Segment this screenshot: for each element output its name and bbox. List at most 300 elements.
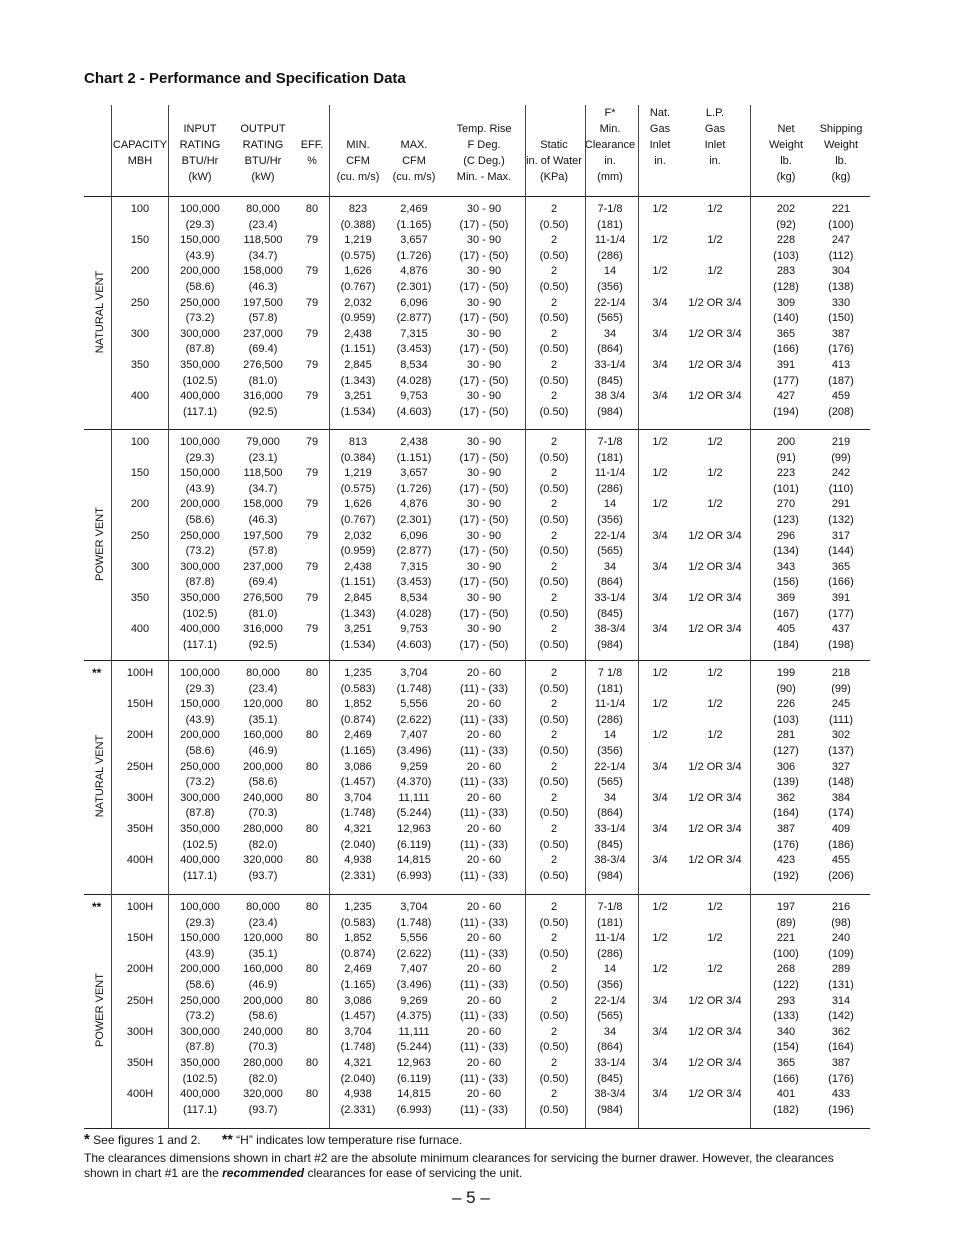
cell-value: 160,000 xyxy=(243,963,283,976)
cell-metric-value: (23.4) xyxy=(248,218,278,231)
cell-value: 400,000 xyxy=(180,623,220,636)
cell-metric-value: (286) xyxy=(597,249,623,262)
cell-metric-value: (4.028) xyxy=(396,607,432,620)
cell-metric-value: (89) xyxy=(776,916,796,929)
cell-value: 30 - 90 xyxy=(466,623,502,636)
cell-value: 200H xyxy=(126,729,154,742)
footnote-clearance-line-1: The clearances dimensions shown in chart #2 are the absolute minimum clearances for servicing the burner drawer. However, the clearances xyxy=(84,1151,834,1165)
cell-value: 100H xyxy=(126,901,154,913)
cell-value: 437 xyxy=(831,623,851,636)
cell-metric-value: (150) xyxy=(828,312,854,325)
cell-metric-value: (11) - (33) xyxy=(459,807,509,820)
cell-value: 79 xyxy=(305,234,319,247)
cell-value: 330 xyxy=(831,296,851,309)
cell-metric-value: (181) xyxy=(597,916,623,929)
cell-value: 100 xyxy=(130,436,150,448)
cell-metric-value: (17) - (50) xyxy=(459,513,509,526)
cell-value: 3,704 xyxy=(344,1025,372,1038)
cell-metric-value: (58.6) xyxy=(185,978,215,991)
cell-metric-value: (164) xyxy=(773,807,799,820)
cell-value: 2,438 xyxy=(400,436,428,448)
cell-metric-value: (1.748) xyxy=(340,1041,376,1054)
cell-value: 100,000 xyxy=(180,203,220,215)
cell-shipping-weight xyxy=(796,327,886,358)
cell-value: 1,852 xyxy=(344,932,372,945)
cell-value: 350,000 xyxy=(180,823,220,835)
cell-metric-value: (1.165) xyxy=(396,218,432,231)
cell-shipping-weight xyxy=(796,233,886,264)
section-rule xyxy=(84,429,870,430)
cell-value: 79 xyxy=(305,327,319,340)
cell-metric-value: (17) - (50) xyxy=(459,451,509,464)
cell-value: 33-1/4 xyxy=(594,359,626,371)
cell-value: 160,000 xyxy=(243,729,283,742)
cell-value: 38-3/4 xyxy=(594,623,626,636)
cell-metric-value: (5.244) xyxy=(396,807,432,820)
cell-metric-value: (1.457) xyxy=(340,1010,376,1023)
cell-metric-value: (0.50) xyxy=(539,916,569,929)
header-line: Clearance xyxy=(584,139,636,151)
cell-value: 365 xyxy=(831,560,851,573)
cell-value: 2 xyxy=(550,234,558,247)
cell-value: 1/2 OR 3/4 xyxy=(688,1025,742,1038)
cell-value: 291 xyxy=(831,498,851,511)
header-line: Min. xyxy=(599,123,621,135)
cell-value: 2 xyxy=(550,296,558,309)
header-line: MIN. xyxy=(346,139,370,151)
cell-value: 409 xyxy=(831,823,851,835)
cell-value: 11-1/4 xyxy=(594,698,626,711)
cell-value: 1/2 xyxy=(707,203,723,215)
cell-value: 309 xyxy=(776,296,796,309)
cell-metric-value: (17) - (50) xyxy=(459,607,509,620)
cell-value: 80,000 xyxy=(246,667,280,679)
cell-metric-value: (565) xyxy=(597,776,623,789)
header-line: Nat. xyxy=(649,107,671,119)
cell-value: 80,000 xyxy=(246,203,280,215)
cell-value: 7 1/8 xyxy=(597,667,623,679)
cell-value: 400,000 xyxy=(180,854,220,867)
cell-value: 247 xyxy=(831,234,851,247)
page-number: – 5 – xyxy=(452,1188,490,1207)
cell-value: 150,000 xyxy=(180,698,220,711)
cell-metric-value: (73.2) xyxy=(185,776,215,789)
cell-value: 300,000 xyxy=(180,560,220,573)
cell-value: 79 xyxy=(305,623,319,636)
cell-value: 150H xyxy=(126,932,154,945)
cell-value: 100,000 xyxy=(180,436,220,448)
cell-value: 3,704 xyxy=(344,791,372,804)
cell-value: 4,938 xyxy=(344,1088,372,1101)
cell-value: 7,407 xyxy=(400,963,428,976)
cell-value: 1/2 OR 3/4 xyxy=(688,1057,742,1069)
cell-value: 2 xyxy=(550,963,558,976)
cell-metric-value: (177) xyxy=(828,607,854,620)
cell-metric-value: (127) xyxy=(773,744,799,757)
cell-value: 296 xyxy=(776,529,796,542)
cell-value: 12,963 xyxy=(397,1057,431,1069)
cell-value: 300 xyxy=(130,560,150,573)
cell-value: 100H xyxy=(126,667,154,679)
cell-value: 365 xyxy=(776,1057,796,1069)
cell-shipping-weight xyxy=(796,264,886,295)
cell-metric-value: (0.50) xyxy=(539,1072,569,1085)
cell-metric-value: (0.50) xyxy=(539,869,569,882)
cell-value: 1/2 OR 3/4 xyxy=(688,854,742,867)
cell-metric-value: (57.8) xyxy=(248,545,278,558)
cell-value: 11,111 xyxy=(398,791,430,804)
cell-value: 3/4 xyxy=(652,592,668,604)
cell-value: 7,407 xyxy=(400,729,428,742)
cell-metric-value: (0.50) xyxy=(539,713,569,726)
cell-metric-value: (99) xyxy=(831,682,851,695)
cell-value: 350H xyxy=(126,823,154,835)
cell-metric-value: (845) xyxy=(597,838,623,851)
cell-metric-value: (0.575) xyxy=(340,249,376,262)
cell-value: 200,000 xyxy=(180,729,220,742)
cell-value: 1/2 OR 3/4 xyxy=(688,823,742,835)
cell-value: 3,251 xyxy=(344,623,372,636)
cell-metric-value: (984) xyxy=(597,638,623,651)
header-line: (kW) xyxy=(188,171,212,183)
cell-value: 38-3/4 xyxy=(594,1088,626,1101)
cell-shipping-weight xyxy=(796,466,886,497)
cell-metric-value: (87.8) xyxy=(185,1041,215,1054)
cell-value: 150,000 xyxy=(180,932,220,945)
cell-value: 11-1/4 xyxy=(594,467,626,480)
cell-value: 317 xyxy=(831,529,851,542)
cell-value: 200H xyxy=(126,963,154,976)
cell-value: 423 xyxy=(776,854,796,867)
cell-shipping-weight xyxy=(796,697,886,728)
cell-metric-value: (186) xyxy=(828,838,854,851)
cell-value: 2 xyxy=(550,1057,558,1069)
cell-metric-value: (17) - (50) xyxy=(459,343,509,356)
cell-metric-value: (164) xyxy=(828,1041,854,1054)
cell-metric-value: (11) - (33) xyxy=(459,947,509,960)
footnote-text-1: See figures 1 and 2. xyxy=(89,1133,201,1147)
cell-value: 1/2 xyxy=(707,467,723,480)
cell-value: 200,000 xyxy=(180,265,220,278)
cell-metric-value: (46.3) xyxy=(248,280,278,293)
cell-value: 1/2 xyxy=(652,436,668,448)
cell-value: 300H xyxy=(126,1025,154,1038)
cell-value: 197 xyxy=(776,901,796,913)
cell-shipping-weight xyxy=(796,358,886,389)
cell-value: 1,626 xyxy=(344,265,372,278)
cell-metric-value: (17) - (50) xyxy=(459,545,509,558)
cell-value: 2 xyxy=(550,467,558,480)
cell-value: 1/2 xyxy=(652,498,668,511)
header-line: RATING xyxy=(179,139,221,151)
cell-value: 2 xyxy=(550,1025,558,1038)
header-line: CFM xyxy=(402,155,426,167)
section-mark: ** xyxy=(92,900,102,914)
cell-value: 3/4 xyxy=(652,1057,668,1069)
cell-value: 245 xyxy=(831,698,851,711)
cell-metric-value: (128) xyxy=(773,280,799,293)
cell-metric-value: (2.877) xyxy=(396,545,432,558)
cell-metric-value: (137) xyxy=(828,744,854,757)
cell-metric-value: (46.3) xyxy=(248,513,278,526)
cell-metric-value: (1.748) xyxy=(340,807,376,820)
cell-metric-value: (6.993) xyxy=(396,1103,432,1116)
cell-shipping-weight xyxy=(796,822,886,853)
cell-metric-value: (1.534) xyxy=(340,638,376,651)
cell-value: 79 xyxy=(305,560,319,573)
cell-value: 7-1/8 xyxy=(597,901,623,913)
cell-value: 1/2 xyxy=(652,932,668,945)
cell-value: 3/4 xyxy=(652,560,668,573)
cell-value: 1/2 OR 3/4 xyxy=(688,359,742,371)
cell-metric-value: (11) - (33) xyxy=(459,682,509,695)
cell-metric-value: (101) xyxy=(773,482,799,495)
cell-value: 2 xyxy=(550,390,558,403)
cell-value: 12,963 xyxy=(397,823,431,835)
cell-metric-value: (0.50) xyxy=(539,744,569,757)
cell-metric-value: (46.9) xyxy=(248,744,278,757)
cell-value: 2 xyxy=(550,592,558,604)
cell-value: 250 xyxy=(130,296,150,309)
cell-value: 280,000 xyxy=(243,1057,283,1069)
cell-value: 100 xyxy=(130,203,150,215)
cell-value: 34 xyxy=(603,791,617,804)
cell-value: 80 xyxy=(305,963,319,976)
footnote-clearance-line-2 xyxy=(84,1166,522,1181)
cell-shipping-weight xyxy=(796,760,886,791)
cell-value: 2,032 xyxy=(344,529,372,542)
cell-value: 80 xyxy=(305,203,319,215)
cell-metric-value: (181) xyxy=(597,218,623,231)
cell-value: 1/2 xyxy=(707,963,723,976)
cell-value: 150,000 xyxy=(180,467,220,480)
cell-value: 314 xyxy=(831,994,851,1007)
cell-metric-value: (1.343) xyxy=(340,607,376,620)
cell-metric-value: (70.3) xyxy=(248,1041,278,1054)
footnote-star: * xyxy=(84,1131,90,1148)
cell-metric-value: (3.453) xyxy=(396,343,432,356)
cell-metric-value: (4.375) xyxy=(396,1010,432,1023)
cell-value: 228 xyxy=(776,234,796,247)
cell-metric-value: (112) xyxy=(828,249,854,262)
cell-value: 1/2 xyxy=(652,963,668,976)
cell-value: 9,259 xyxy=(400,760,428,773)
header-line: MAX. xyxy=(400,139,428,151)
cell-shipping-weight xyxy=(796,202,886,233)
cell-value: 306 xyxy=(776,760,796,773)
cell-metric-value: (58.6) xyxy=(248,1010,278,1023)
cell-metric-value: (864) xyxy=(597,343,623,356)
cell-value: 237,000 xyxy=(243,560,283,573)
cell-value: 1/2 OR 3/4 xyxy=(688,529,742,542)
cell-metric-value: (35.1) xyxy=(248,947,278,960)
cell-metric-value: (111) xyxy=(828,713,854,726)
cell-metric-value: (176) xyxy=(828,343,854,356)
cell-value: 3/4 xyxy=(652,296,668,309)
cell-metric-value: (1.151) xyxy=(340,576,376,589)
cell-value: 276,500 xyxy=(243,592,283,604)
cell-metric-value: (198) xyxy=(828,638,854,651)
cell-value: 2 xyxy=(550,823,558,835)
cell-metric-value: (100) xyxy=(773,947,799,960)
cell-metric-value: (845) xyxy=(597,607,623,620)
cell-metric-value: (11) - (33) xyxy=(459,713,509,726)
cell-value: 350,000 xyxy=(180,359,220,371)
cell-metric-value: (6.119) xyxy=(396,838,432,851)
column-header-shipping-weight xyxy=(796,105,886,185)
cell-value: 14 xyxy=(603,963,617,976)
header-line: (kg) xyxy=(831,171,851,183)
cell-value: 79 xyxy=(305,498,319,511)
cell-value: 80 xyxy=(305,901,319,913)
cell-metric-value: (1.726) xyxy=(396,482,432,495)
header-line: Temp. Rise xyxy=(456,123,512,135)
cell-metric-value: (117.1) xyxy=(182,1103,218,1116)
cell-value: 34 xyxy=(603,1025,617,1038)
cell-shipping-weight xyxy=(796,389,886,420)
cell-metric-value: (34.7) xyxy=(248,249,278,262)
cell-value: 9,269 xyxy=(400,994,428,1007)
header-line: BTU/Hr xyxy=(181,155,219,167)
cell-value: 281 xyxy=(776,729,796,742)
cell-metric-value: (156) xyxy=(773,576,799,589)
cell-value: 200 xyxy=(130,265,150,278)
cell-value: 300H xyxy=(126,791,154,804)
cell-metric-value: (3.496) xyxy=(396,978,432,991)
cell-value: 5,556 xyxy=(400,932,428,945)
cell-metric-value: (98) xyxy=(831,916,851,929)
cell-value: 20 - 60 xyxy=(466,823,502,835)
cell-value: 20 - 60 xyxy=(466,994,502,1007)
cell-metric-value: (102.5) xyxy=(182,374,218,387)
cell-shipping-weight xyxy=(796,666,886,697)
cell-value: 20 - 60 xyxy=(466,760,502,773)
cell-value: 14,815 xyxy=(397,1088,431,1101)
header-line: (KPa) xyxy=(539,171,569,183)
header-line: (kg) xyxy=(776,171,796,183)
cell-value: 2 xyxy=(550,529,558,542)
cell-value: 33-1/4 xyxy=(594,823,626,835)
cell-value: 30 - 90 xyxy=(466,390,502,403)
cell-value: 2,469 xyxy=(400,203,428,215)
cell-value: 30 - 90 xyxy=(466,234,502,247)
cell-value: 4,876 xyxy=(400,498,428,511)
header-line: (mm) xyxy=(597,171,623,183)
cell-value: 1,219 xyxy=(344,467,372,480)
cell-value: 3,086 xyxy=(344,760,372,773)
cell-value: 2 xyxy=(550,760,558,773)
cell-shipping-weight xyxy=(796,529,886,560)
header-line: lb. xyxy=(835,155,847,167)
cell-metric-value: (58.6) xyxy=(185,513,215,526)
cell-value: 22-1/4 xyxy=(594,760,626,773)
cell-metric-value: (90) xyxy=(776,682,796,695)
cell-shipping-weight xyxy=(796,962,886,993)
cell-metric-value: (35.1) xyxy=(248,713,278,726)
cell-value: 369 xyxy=(776,592,796,604)
cell-metric-value: (181) xyxy=(597,682,623,695)
cell-metric-value: (1.534) xyxy=(340,405,376,418)
cell-value: 3/4 xyxy=(652,854,668,867)
cell-value: 350,000 xyxy=(180,1057,220,1069)
cell-metric-value: (356) xyxy=(597,978,623,991)
cell-value: 223 xyxy=(776,467,796,480)
cell-value: 4,876 xyxy=(400,265,428,278)
cell-value: 350,000 xyxy=(180,592,220,604)
cell-value: 300,000 xyxy=(180,327,220,340)
cell-metric-value: (11) - (33) xyxy=(459,916,509,929)
header-line: Gas xyxy=(649,123,671,135)
cell-value: 226 xyxy=(776,698,796,711)
cell-value: 79 xyxy=(305,592,319,604)
cell-value: 2,845 xyxy=(344,592,372,604)
cell-metric-value: (138) xyxy=(828,280,854,293)
cell-value: 1/2 OR 3/4 xyxy=(688,994,742,1007)
cell-value: 240,000 xyxy=(243,791,283,804)
cell-metric-value: (166) xyxy=(828,576,854,589)
cell-value: 1,626 xyxy=(344,498,372,511)
footnote-double-star: ** xyxy=(221,1131,233,1147)
cell-value: 433 xyxy=(831,1088,851,1101)
cell-value: 158,000 xyxy=(243,498,283,511)
cell-shipping-weight xyxy=(796,497,886,528)
cell-value: 11-1/4 xyxy=(594,234,626,247)
cell-shipping-weight xyxy=(796,591,886,622)
cell-value: 1/2 xyxy=(707,698,723,711)
cell-value: 387 xyxy=(776,823,796,835)
cell-value: 1/2 xyxy=(707,667,723,679)
cell-value: 79 xyxy=(305,265,319,278)
header-line xyxy=(796,105,886,121)
cell-metric-value: (92.5) xyxy=(248,638,278,651)
section-rule xyxy=(84,1128,870,1129)
cell-metric-value: (29.3) xyxy=(185,916,215,929)
cell-metric-value: (122) xyxy=(773,978,799,991)
cell-value: 1/2 xyxy=(652,203,668,215)
cell-metric-value: (0.50) xyxy=(539,947,569,960)
cell-value: 1/2 xyxy=(652,234,668,247)
cell-value: 289 xyxy=(831,963,851,976)
cell-value: 200,000 xyxy=(243,994,283,1007)
cell-metric-value: (87.8) xyxy=(185,807,215,820)
cell-metric-value: (984) xyxy=(597,405,623,418)
cell-value: 20 - 60 xyxy=(466,667,502,679)
cell-value: 343 xyxy=(776,560,796,573)
cell-value: 250H xyxy=(126,760,154,773)
cell-value: 3,086 xyxy=(344,994,372,1007)
cell-value: 218 xyxy=(831,667,851,679)
header-line: CAPACITY xyxy=(112,139,168,151)
cell-metric-value: (3.496) xyxy=(396,744,432,757)
cell-value: 4,321 xyxy=(344,823,372,835)
header-line: lb. xyxy=(780,155,792,167)
cell-value: 401 xyxy=(776,1088,796,1101)
cell-metric-value: (0.50) xyxy=(539,607,569,620)
cell-metric-value: (34.7) xyxy=(248,482,278,495)
cell-metric-value: (0.50) xyxy=(539,807,569,820)
cell-value: 20 - 60 xyxy=(466,932,502,945)
cell-metric-value: (4.028) xyxy=(396,374,432,387)
cell-value: 2,438 xyxy=(344,327,372,340)
cell-metric-value: (11) - (33) xyxy=(459,1041,509,1054)
cell-metric-value: (984) xyxy=(597,1103,623,1116)
cell-value: 6,096 xyxy=(400,529,428,542)
cell-metric-value: (2.040) xyxy=(340,1072,376,1085)
cell-metric-value: (0.874) xyxy=(340,713,376,726)
cell-metric-value: (0.50) xyxy=(539,682,569,695)
cell-metric-value: (73.2) xyxy=(185,1010,215,1023)
header-line: Min. - Max. xyxy=(456,171,512,183)
